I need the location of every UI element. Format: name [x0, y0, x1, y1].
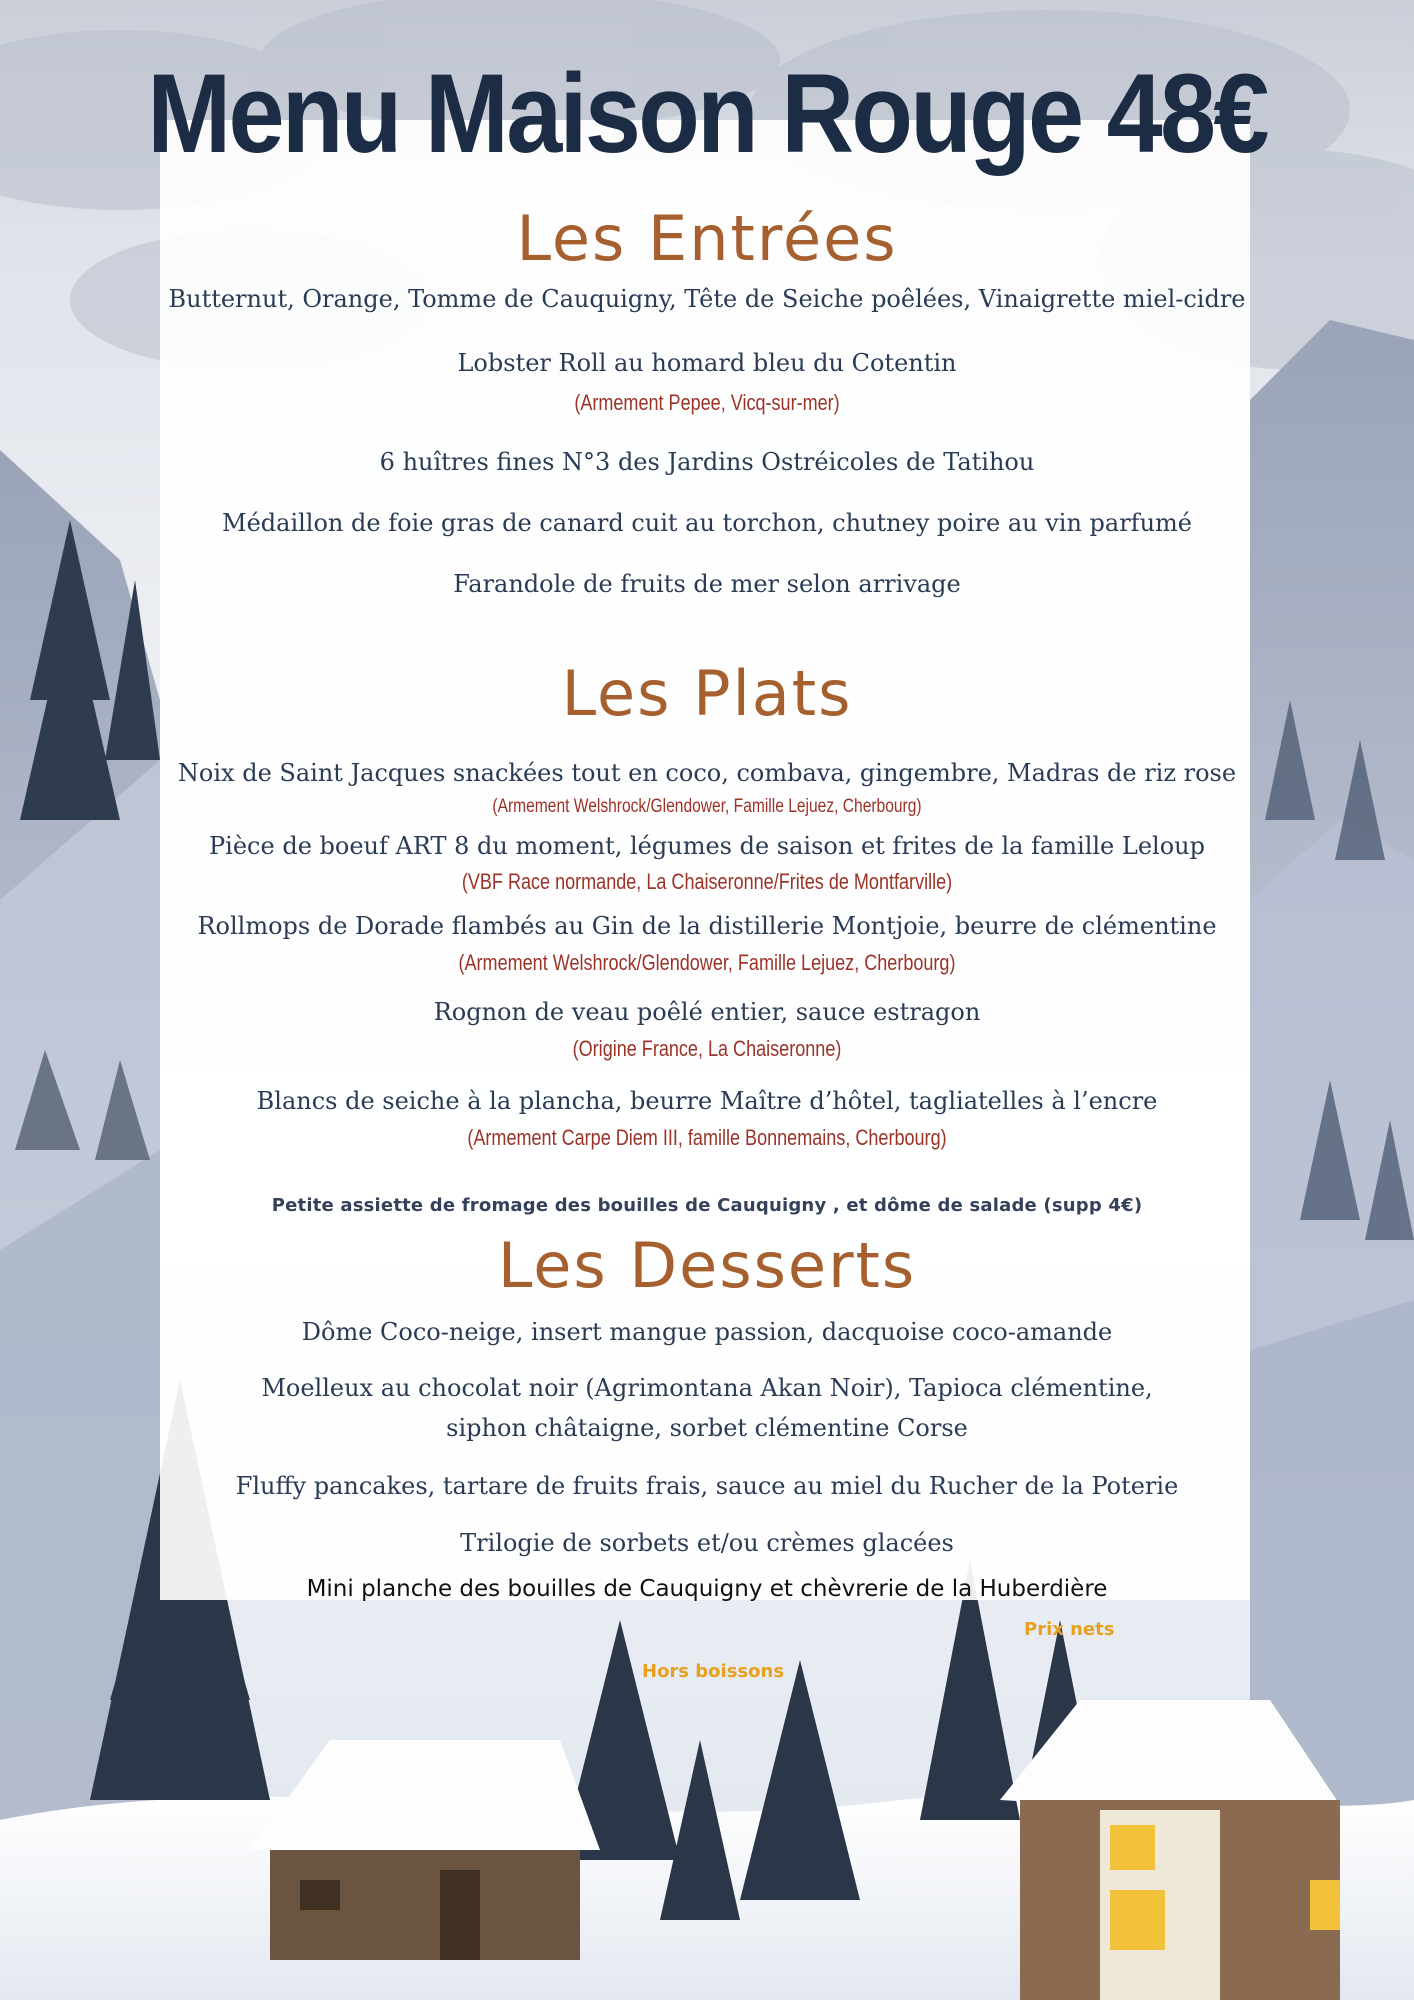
plat-origin: (VBF Race normande, La Chaiseronne/Frites de Montfarville) [461, 869, 953, 894]
plat-item: Rognon de veau poêlé entier, sauce estragon [433, 998, 981, 1026]
prix-nets-note: Prix nets [1024, 1619, 1115, 1640]
dessert-item: Moelleux au chocolat noir (Agrimontana Akan Noir), Tapioca clémentine, [261, 1374, 1153, 1402]
plat-item: Noix de Saint Jacques snackées tout en coco, combava, gingembre, Madras de riz rose [177, 759, 1237, 787]
wooden-cabin-illustration [250, 1740, 600, 1960]
section-title-plats: Les Plats [561, 657, 853, 730]
dessert-item: Dôme Coco-neige, insert mangue passion, dacquoise coco-amande [301, 1318, 1113, 1346]
dessert-item-line2: siphon châtaigne, sorbet clémentine Corse [446, 1414, 968, 1442]
plat-item: Blancs de seiche à la plancha, beurre Maître d’hôtel, tagliatelles à l’encre [256, 1087, 1158, 1115]
menu-title: Menu Maison Rouge 48€ [147, 51, 1267, 176]
hors-boissons-note: Hors boissons [642, 1661, 785, 1682]
plat-item: Pièce de boeuf ART 8 du moment, légumes de saison et frites de la famille Leloup [209, 832, 1205, 860]
plat-origin: (Origine France, La Chaiseronne) [572, 1036, 842, 1061]
section-title-desserts: Les Desserts [497, 1229, 917, 1302]
entree-item: Lobster Roll au homard bleu du Cotentin [457, 349, 957, 377]
entree-item: 6 huîtres fines N°3 des Jardins Ostréicoles de Tatihou [379, 448, 1035, 476]
mini-planche: Mini planche des bouilles de Cauquigny et chèvrerie de la Huberdière [306, 1576, 1108, 1602]
cheese-supplement: Petite assiette de fromage des bouilles de Cauquigny , et dôme de salade (supp 4€) [271, 1195, 1143, 1216]
dessert-item: Fluffy pancakes, tartare de fruits frais, sauce au miel du Rucher de la Poterie [235, 1472, 1179, 1500]
entree-item: Butternut, Orange, Tomme de Cauquigny, Tête de Seiche poêlées, Vinaigrette miel-cidre [168, 285, 1246, 313]
section-title-entrees: Les Entrées [516, 202, 898, 275]
plat-origin: (Armement Carpe Diem III, famille Bonnemains, Cherbourg) [467, 1125, 947, 1150]
plat-origin: (Armement Welshrock/Glendower, Famille Lejuez, Cherbourg) [458, 950, 956, 975]
dessert-item: Trilogie de sorbets et/ou crèmes glacées [460, 1529, 954, 1557]
stone-house-illustration [1000, 1700, 1350, 2000]
plat-origin: (Armement Welshrock/Glendower, Famille Lejuez, Cherbourg) [492, 796, 922, 817]
entree-origin: (Armement Pepee, Vicq-sur-mer) [574, 390, 840, 415]
entree-item: Farandole de fruits de mer selon arrivage [453, 570, 961, 598]
plat-item: Rollmops de Dorade flambés au Gin de la distillerie Montjoie, beurre de clémentine [197, 912, 1217, 940]
entree-item: Médaillon de foie gras de canard cuit au torchon, chutney poire au vin parfumé [222, 509, 1192, 537]
